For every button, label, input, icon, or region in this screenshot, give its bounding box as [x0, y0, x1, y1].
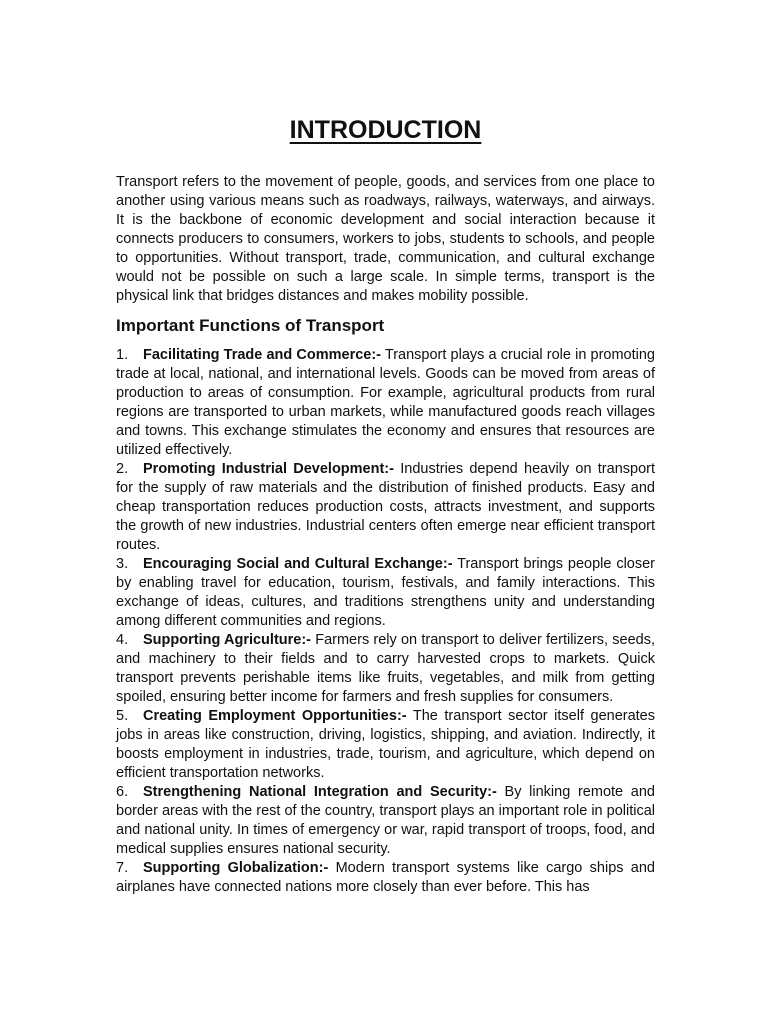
- functions-list: [116, 346, 655, 897]
- page-title: INTRODUCTION: [289, 116, 482, 144]
- item-number: 4.: [116, 632, 129, 648]
- item-text: Farmers rely on transport to deliver fertilizers, seeds, and machinery to their fields and to carry harvested crops to markets. Quick transport prevents perishable items like fruits, vegetables, and milk from getting spoiled, ensuring better income for farmers and fresh supplies for consumers.: [116, 632, 655, 705]
- list-item: [116, 859, 655, 897]
- item-number: 2.: [116, 461, 129, 477]
- item-term: Strengthening National Integration and Security:-: [143, 784, 497, 800]
- item-term: Promoting Industrial Development:-: [143, 461, 394, 477]
- intro-paragraph: Transport refers to the movement of people, goods, and services from one place to another using various means such as roadways, railways, waterways, and airways. It is the backbone of economic development and social interaction because it connects producers to consumers, workers to jobs, students to schools, and people to opportunities. Without transport, trade, communication, and cultural exchange would not be possible on such a large scale. In simple terms, transport is the physical link that bridges distances and makes mobility possible.: [116, 174, 655, 304]
- item-text: Industries depend heavily on transport for the supply of raw materials and the distribution of finished products. Easy and cheap transportation reduces production costs, attracts investment, and supports the growth of new industries. Industrial centers often emerge near efficient transport routes.: [116, 461, 655, 553]
- item-term: Encouraging Social and Cultural Exchange:-: [143, 556, 453, 572]
- item-number: 5.: [116, 708, 129, 724]
- item-text: Transport brings people closer by enabling travel for education, tourism, festivals, and family interactions. This exchange of ideas, cultures, and traditions strengthens unity and understanding among different communities and regions.: [116, 556, 655, 629]
- document-page: [116, 114, 655, 897]
- list-item: [116, 707, 655, 783]
- list-item: [116, 631, 655, 707]
- item-text: By linking remote and border areas with the rest of the country, transport plays an important role in political and national unity. In times of emergency or war, rapid transport of troops, food, and medical supplies ensures national security.: [116, 784, 655, 857]
- item-text: Modern transport systems like cargo ships and airplanes have connected nations more closely than ever before. This has: [116, 860, 655, 895]
- item-text: Transport plays a crucial role in promoting trade at local, national, and international levels. Goods can be moved from areas of production to areas of consumption. For example, agricultural products from rural regions are transported to urban markets, while manufactured goods reach villages and towns. This exchange stimulates the economy and ensures that resources are utilized effectively.: [116, 347, 655, 458]
- item-term: Supporting Agriculture:-: [143, 632, 311, 648]
- item-term: Facilitating Trade and Commerce:-: [143, 347, 382, 363]
- list-item: [116, 783, 655, 859]
- section-heading: Important Functions of Transport: [116, 316, 385, 335]
- item-term: Supporting Globalization:-: [143, 860, 329, 876]
- list-item: [116, 460, 655, 555]
- item-number: 6.: [116, 784, 129, 800]
- item-number: 1.: [116, 347, 129, 363]
- list-item: [116, 346, 655, 460]
- item-text: The transport sector itself generates jobs in areas like construction, driving, logistics, shipping, and aviation. Indirectly, it boosts employment in industries, trade, tourism, and agriculture, which depend on efficient transportation networks.: [116, 708, 656, 781]
- item-number: 3.: [116, 556, 129, 572]
- list-item: [116, 555, 655, 631]
- item-number: 7.: [116, 860, 129, 876]
- item-term: Creating Employment Opportunities:-: [143, 708, 407, 724]
